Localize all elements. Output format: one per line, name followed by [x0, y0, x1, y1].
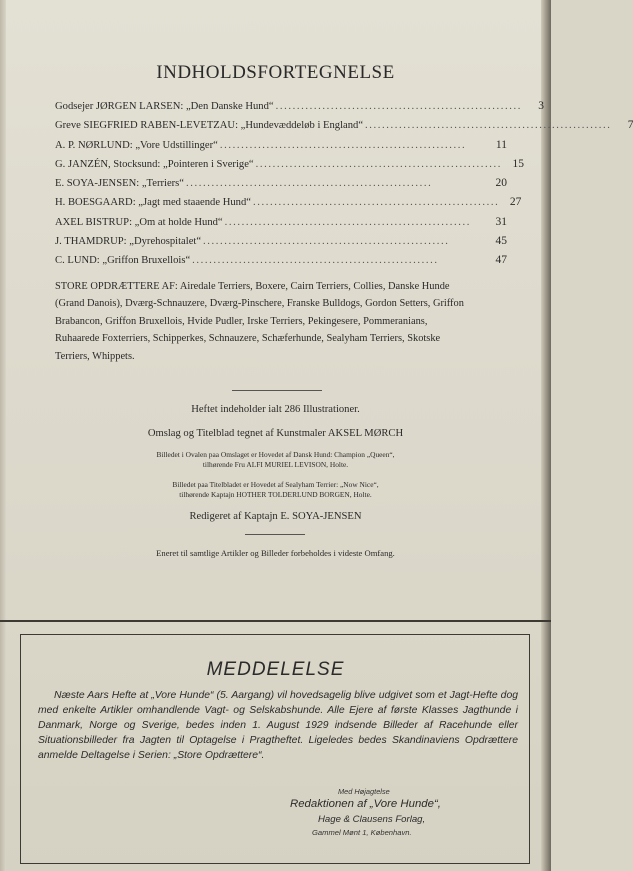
title-page-caption	[0, 480, 551, 500]
toc-leader-dots: ..........................................................	[365, 120, 612, 132]
toc-page-number: 47	[495, 254, 507, 267]
divider-rule	[232, 390, 322, 391]
toc-row	[55, 196, 522, 215]
toc-row	[55, 235, 507, 254]
toc-page-number: 11	[495, 138, 507, 151]
cover-caption-line: tilhørende Fru ALFI MURIEL LEVISON, Holte.	[202, 460, 349, 469]
toc-entry: AXEL BISTRUP: „Om at holde Hund“	[55, 216, 223, 228]
table-of-contents	[55, 100, 633, 274]
toc-page-number: 45	[495, 235, 507, 248]
toc-leader-dots: ..........................................................	[275, 101, 523, 112]
title-page-caption-line: Billedet paa Titelbladet er Hovedet af Sealyham Terrier: „Now Nice“,	[172, 480, 379, 489]
toc-entry: A. P. NØRLUND: „Vore Udstillinger“	[55, 139, 218, 151]
toc-leader-dots: ..........................................................	[219, 139, 467, 151]
notice-publisher: Hage & Clausens Forlag,	[318, 814, 426, 825]
toc-row	[55, 254, 507, 273]
cover-caption	[0, 450, 551, 470]
toc-leader-dots: ..........................................................	[252, 197, 500, 209]
notice-regards: Med Højagtelse	[338, 787, 390, 796]
toc-row	[55, 216, 507, 235]
rights-notice: Eneret til samtlige Artikler og Billeder forbeholdes i videste Omfang.	[156, 548, 395, 558]
toc-entry: Greve SIEGFRIED RABEN-LEVETZAU: „Hundevæddeløb i England“	[55, 120, 364, 132]
toc-row	[55, 139, 507, 158]
toc-page-number: 15	[512, 157, 525, 170]
toc-row	[55, 119, 633, 138]
toc-leader-dots: ..........................................................	[224, 216, 472, 228]
editor-credit: Redigeret af Kaptajn E. SOYA-JENSEN	[189, 511, 362, 522]
notice-address: Gammel Mønt 1, København.	[312, 828, 412, 837]
illustrations-note: Heftet indeholder ialt 286 Illustrationer.	[191, 404, 360, 415]
toc-entry: H. BOESGAARD: „Jagt med staaende Hund“	[55, 197, 251, 209]
toc-page-number: 20	[495, 177, 507, 190]
toc-leader-dots: ..........................................................	[192, 255, 439, 267]
page-title: INDHOLDSFORTEGNELSE	[156, 62, 395, 83]
toc-page-number: 31	[495, 215, 507, 228]
notice-signature: Redaktionen af „Vore Hunde“,	[290, 798, 441, 810]
toc-page-number: 3	[538, 100, 545, 112]
divider-rule	[245, 534, 305, 535]
toc-leader-dots: ..........................................................	[186, 178, 433, 190]
toc-entry: E. SOYA-JENSEN: „Terriers“	[55, 178, 185, 190]
toc-entry: J. THAMDRUP: „Dyrehospitalet“	[55, 236, 202, 248]
toc-entry: G. JANZÉN, Stocksund: „Pointeren i Sverige“	[55, 158, 254, 170]
notice-body: Næste Aars Hefte at „Vore Hunde“ (5. Aargang) vil hovedsagelig blive udgivet som et Jagt-Hefte dog med enkelte Artikler omhandlende Vagt- og Selskabshunde. Alle Ejere af første Klasses Jagthunde i Danmark, Norge og Sverige, bedes inden 1. August 1929 indsende Billeder af Racehunde eller Situationsbilleder fra Jagten til Optagelse i Pragtheftet. Ligeledes bedes Skandinaviens Opdrættere anmelde Deltagelse i Serien: „Store Opdrættere“.	[38, 690, 518, 761]
toc-page-number: 7	[627, 119, 633, 132]
cover-caption-line: Billedet i Ovalen paa Omslaget er Hovedet af Dansk Hund: Champion „Queen“,	[156, 450, 395, 459]
notice-title: MEDDELELSE	[206, 659, 345, 680]
breeders-paragraph	[55, 278, 470, 365]
breeders-heading: STORE OPDRÆTTERE AF:	[55, 281, 178, 292]
title-page-caption-line: tilhørende Kaptajn HOTHER TOLDERLUND BORGEN, Holte.	[179, 490, 372, 499]
toc-page-number: 27	[509, 196, 522, 209]
toc-row	[55, 177, 507, 196]
cover-credit: Omslag og Titelblad tegnet af Kunstmaler AKSEL MØRCH	[147, 428, 404, 439]
toc-leader-dots: ..........................................................	[255, 158, 503, 170]
toc-entry: C. LUND: „Griffon Bruxellois“	[55, 255, 191, 267]
breeders-list: Airedale Terriers, Boxere, Cairn Terriers, Collies, Danske Hunde (Grand Danois), Dværg-Schnauzere, Dværg-Pinschere, Franske Bulldogs, Gordon Setters, Griffon Brabancon, Griffon Bruxellois, Hvide Pudler, Irske Terriers, Pekingesere, Pommeranians, Ruhaarede Foxterriers, Schipperkes, Schnauzere, Schæferhunde, Sealyham Terriers, Skotske Terriers, Whippets.	[55, 281, 464, 362]
toc-row	[55, 100, 545, 119]
section-divider	[0, 620, 551, 622]
toc-leader-dots: ..........................................................	[203, 236, 450, 248]
toc-entry: Godsejer JØRGEN LARSEN: „Den Danske Hund“	[55, 101, 274, 112]
toc-row	[55, 157, 525, 177]
